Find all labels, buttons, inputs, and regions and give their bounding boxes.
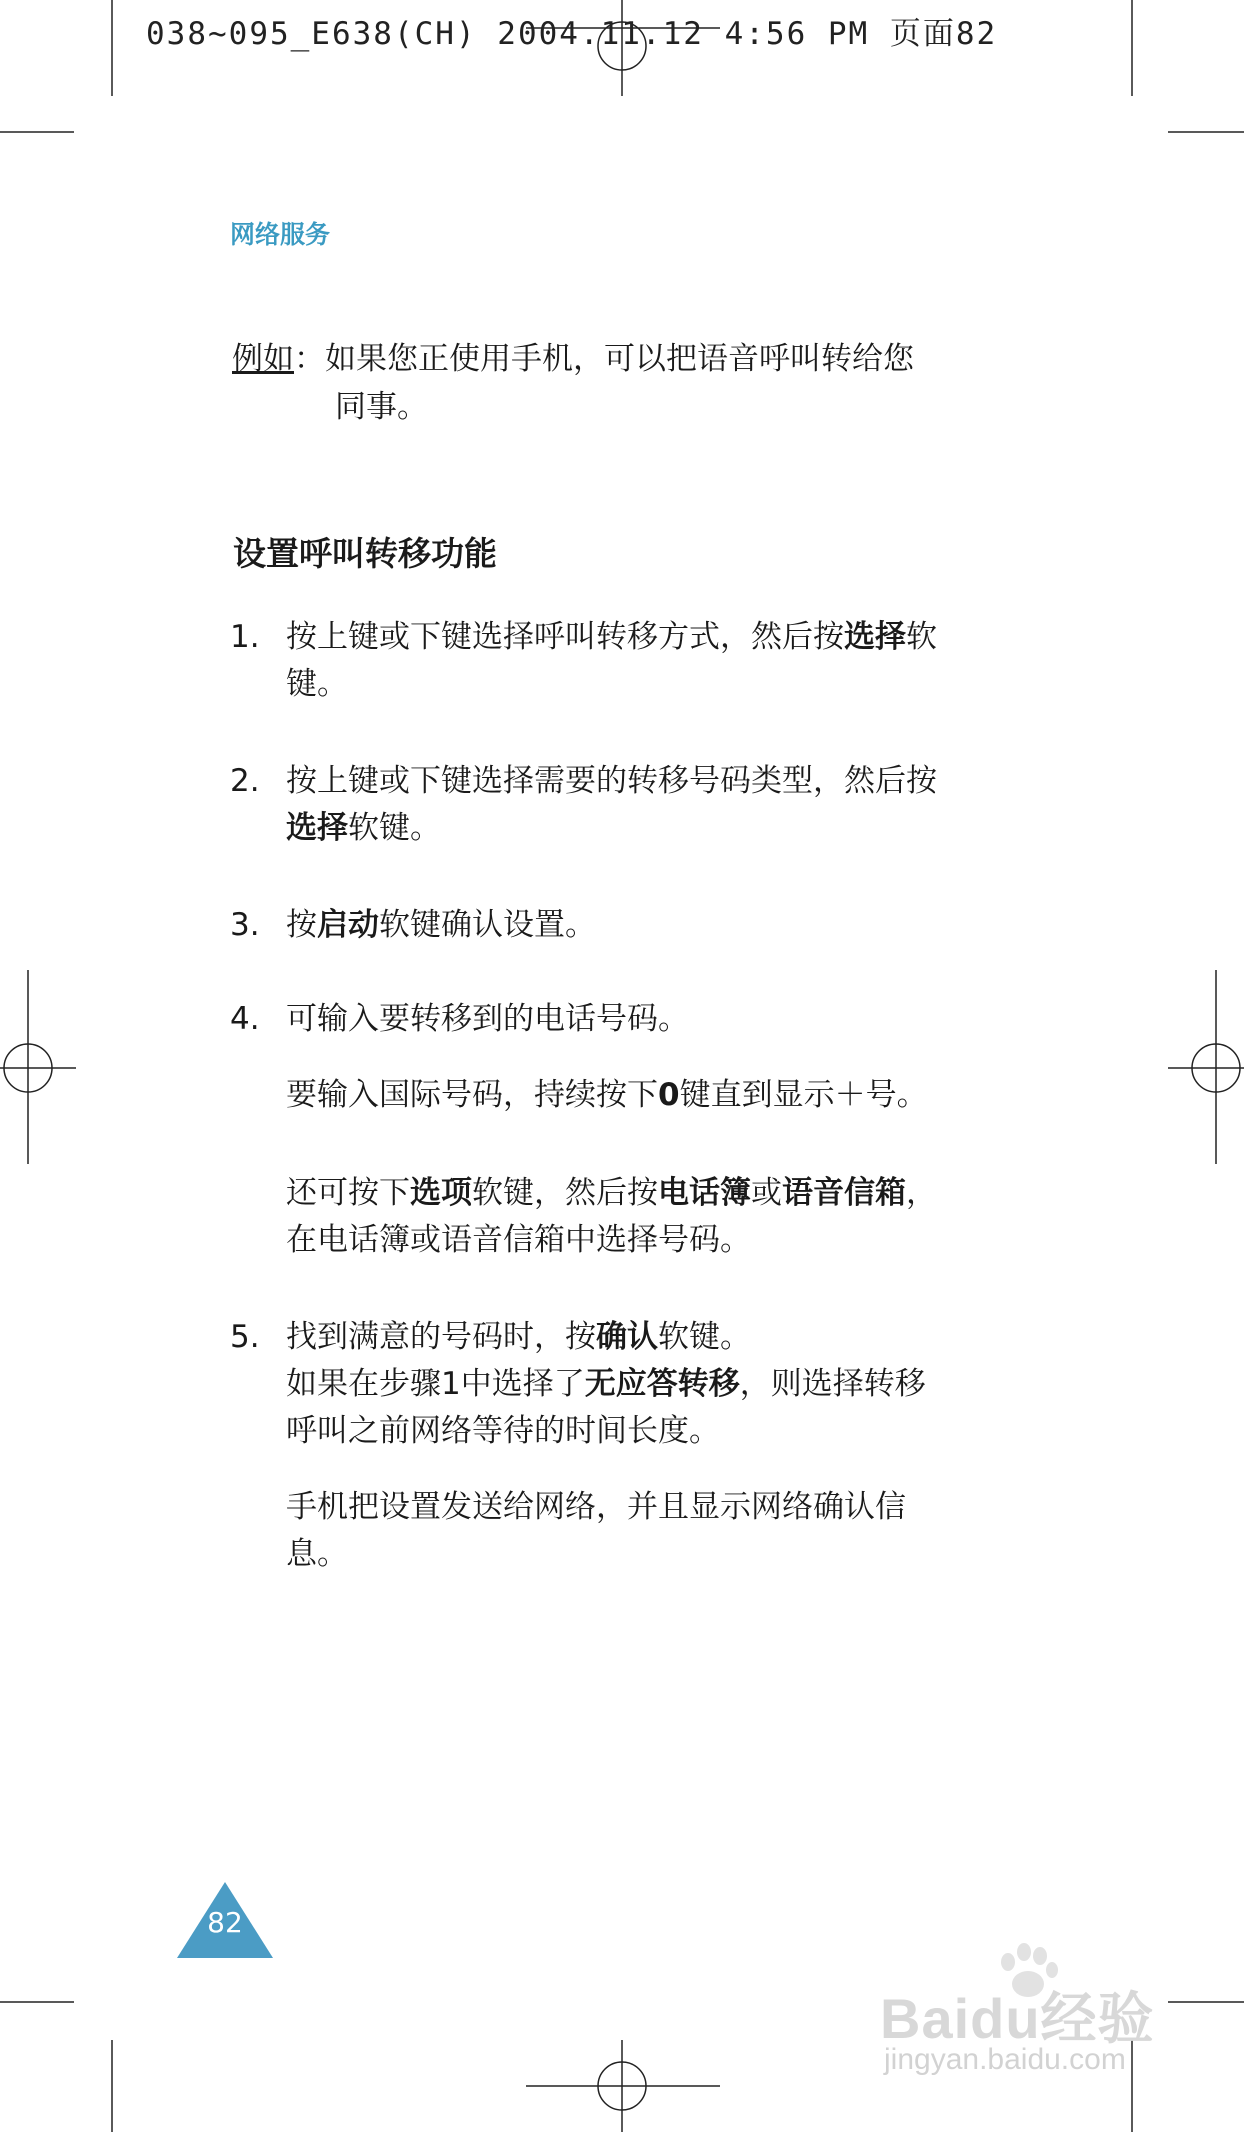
- step-4-bold-zero: 0: [658, 1077, 680, 1113]
- step-4-opt-e: 或: [751, 1175, 782, 1211]
- step-4-options-note: [286, 1170, 937, 1217]
- step-3-text-c: 软键确认设置。: [379, 907, 596, 943]
- step-4-line1: 可输入要转移到的电话号码。: [286, 1001, 689, 1037]
- step-5-l2-c: ，则选择转移: [739, 1366, 926, 1402]
- step-1-bold-select: 选择: [844, 619, 906, 655]
- step-4-opt-a: 还可按下: [286, 1175, 410, 1211]
- step-4-opt-g: ，: [906, 1175, 937, 1211]
- step-5-number: 5.: [230, 1319, 260, 1355]
- step-5-line2: [286, 1361, 926, 1408]
- step-5-line3: 呼叫之前网络等待的时间长度。: [286, 1413, 720, 1449]
- example-block: [232, 336, 914, 383]
- step-1-text-a: 按上键或下键选择呼叫转移方式，然后按: [286, 619, 844, 655]
- step-4-opt-c: 软键，然后按: [472, 1175, 658, 1211]
- step-4-options-line2: 在电话簿或语音信箱中选择号码。: [286, 1222, 751, 1258]
- step-3-bold-start: 启动: [317, 907, 379, 943]
- step-2-text-c: 软键。: [348, 810, 441, 846]
- step-5-l2-a: 如果在步骤1中选择了: [286, 1366, 585, 1402]
- page-number: 82: [207, 1906, 243, 1939]
- section-label: 网络服务: [230, 220, 331, 249]
- step-1-line2: 键。: [286, 666, 348, 702]
- step-4-intl-a: 要输入国际号码，持续按下: [286, 1077, 658, 1113]
- step-4-number: 4.: [230, 1001, 260, 1037]
- step-2-bold-select: 选择: [286, 810, 348, 846]
- step-4-bold-voicemail: 语音信箱: [782, 1175, 906, 1211]
- step-5-note-line1: 手机把设置发送给网络，并且显示网络确认信: [286, 1489, 906, 1525]
- step-5-line1: [286, 1314, 751, 1361]
- step-3-number: 3.: [230, 907, 260, 943]
- step-1-text-c: 软: [906, 619, 937, 655]
- watermark-url: jingyan.baidu.com: [884, 2043, 1126, 2076]
- step-5-bold-noanswer: 无应答转移: [584, 1366, 740, 1402]
- step-4-bold-phonebook: 电话簿: [658, 1175, 751, 1211]
- step-3-text: [286, 902, 596, 949]
- watermark-logo: Baidu经验: [880, 1987, 1155, 2050]
- step-5-bold-confirm: 确认: [596, 1319, 658, 1355]
- step-4-intl-note: [286, 1072, 928, 1119]
- example-label: 例如: [232, 341, 294, 377]
- example-line1: 如果您正使用手机，可以把语音呼叫转给您: [325, 341, 914, 377]
- step-5-note-line2: 息。: [286, 1536, 348, 1572]
- print-slug: 038~095_E638(CH) 2004.11.12 4:56 PM 页面82: [146, 16, 998, 52]
- step-3-text-a: 按: [286, 907, 317, 943]
- step-2-line2: [286, 805, 441, 852]
- step-1-text: [286, 614, 937, 661]
- step-5-l1-a: 找到满意的号码时，按: [286, 1319, 596, 1355]
- step-4-bold-options: 选项: [410, 1175, 472, 1211]
- step-5-l1-c: 软键。: [658, 1319, 751, 1355]
- step-2-line1: 按上键或下键选择需要的转移号码类型，然后按: [286, 763, 937, 799]
- example-line2: 同事。: [335, 389, 428, 425]
- page-heading: 设置呼叫转移功能: [233, 534, 497, 573]
- step-2-number: 2.: [230, 763, 260, 799]
- step-4-intl-c: 键直到显示＋号。: [679, 1077, 928, 1113]
- step-1-number: 1.: [230, 619, 260, 655]
- example-colon: ：: [294, 341, 325, 377]
